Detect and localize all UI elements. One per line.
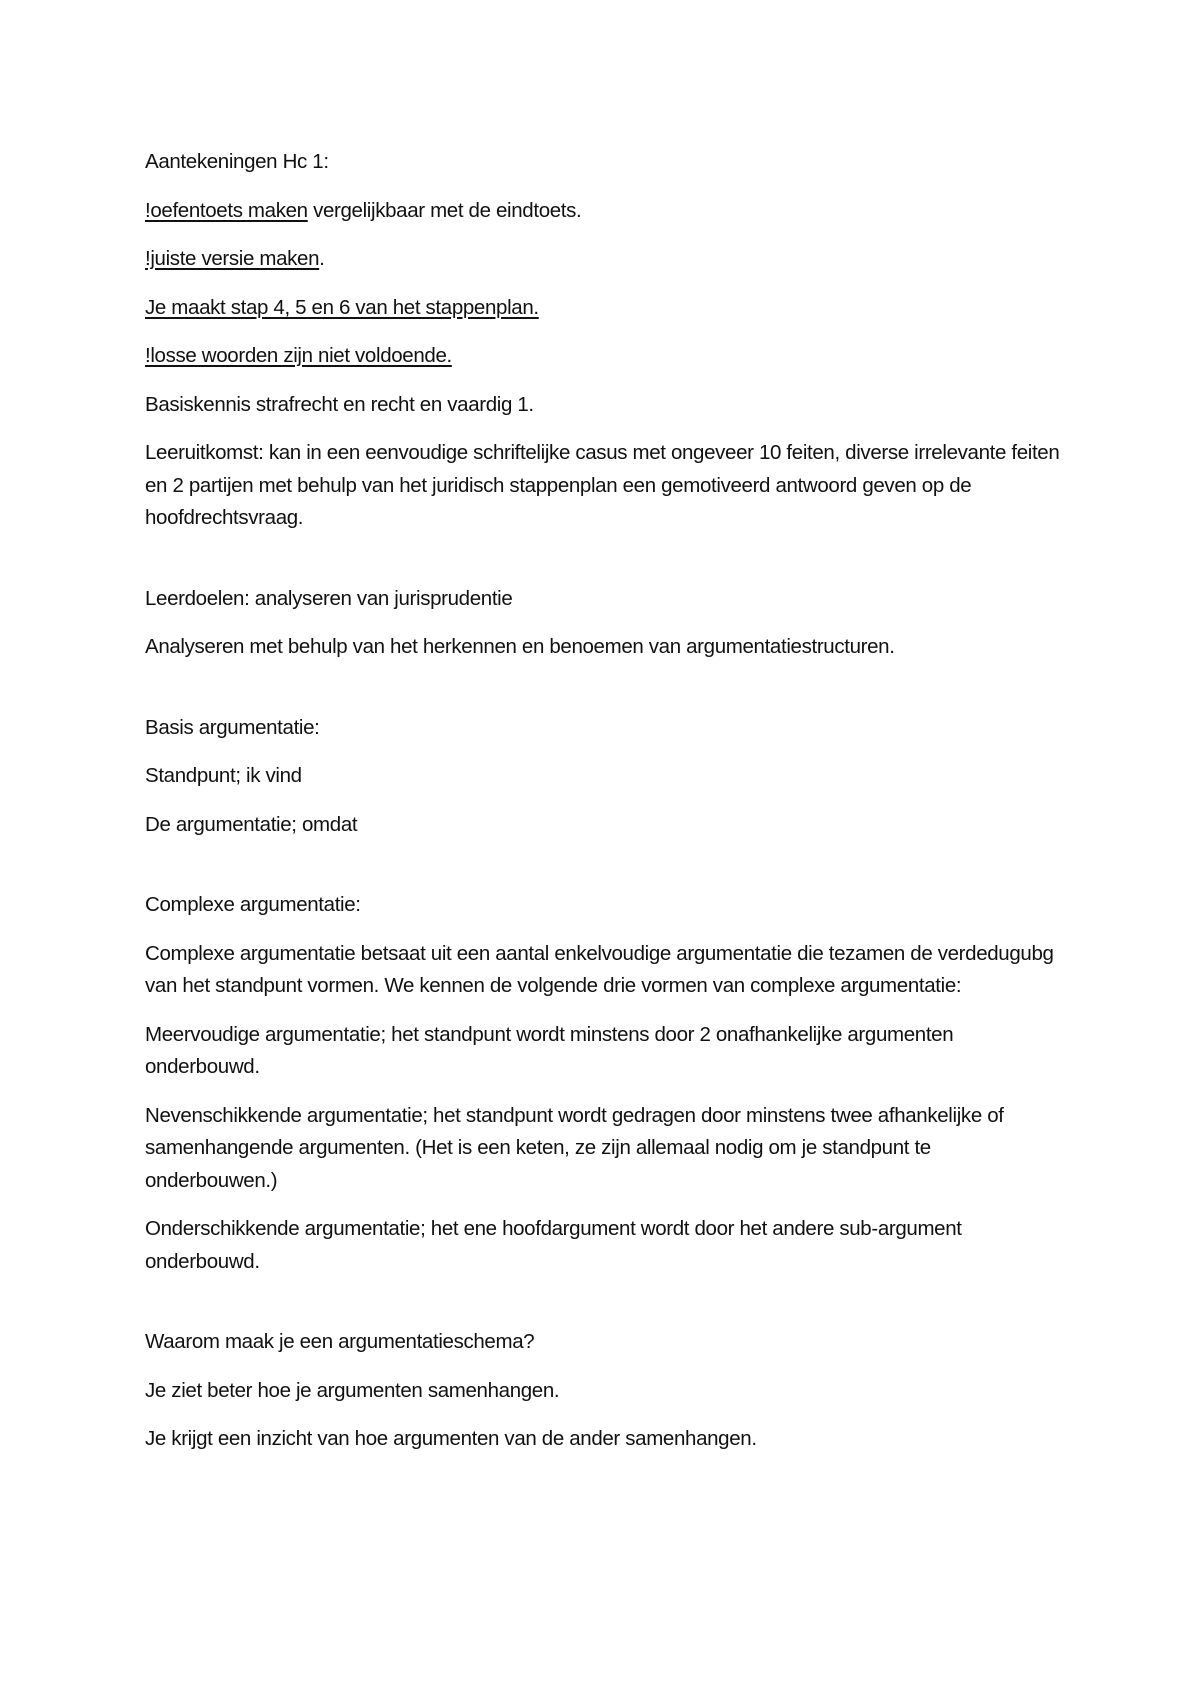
- standpunt-line: Standpunt; ik vind: [145, 764, 302, 787]
- note-oefentoets-underlined: !oefentoets maken: [145, 198, 308, 222]
- waarom-heading: Waarom maak je een argumentatieschema?: [145, 1330, 535, 1353]
- note-oefentoets-rest: vergelijkbaar met de eindtoets.: [307, 198, 582, 222]
- nevenschikkende-argumentatie: Nevenschikkende argumentatie; het standpunt wordt gedragen door minstens twee afhankelijke of samenhangende argumenten. (Het is een keten, ze zijn allemaal nodig om je standpunt te onderbouwen.): [145, 1103, 1004, 1192]
- leerdoelen-line: Leerdoelen: analyseren van jurisprudentie: [145, 586, 513, 610]
- note-juiste-versie: [145, 243, 1065, 276]
- note-juiste-versie-rest: .: [319, 247, 325, 270]
- complexe-argumentatie-intro: Complexe argumentatie betsaat uit een aantal enkelvoudige argumentatie die tezamen de verdedugubg van het standpunt vormen. We kennen de volgende drie vormen van complexe argumentatie:: [145, 941, 1054, 997]
- document-body: [145, 146, 1065, 1472]
- waarom-reason-2: Je krijgt een inzicht van hoe argumenten van de ander samenhangen.: [145, 1427, 757, 1450]
- complexe-argumentatie-heading: Complexe argumentatie:: [145, 893, 361, 916]
- leeruitkomst-paragraph: Leeruitkomst: kan in een eenvoudige schriftelijke casus met ongeveer 10 feiten, diverse irrelevante feiten en 2 partijen met behulp van het juridisch stappenplan een gemotiveerd antwoord geven op de hoofdrechtsvraag.: [145, 441, 1060, 529]
- meervoudige-argumentatie: Meervoudige argumentatie; het standpunt wordt minstens door 2 onafhankelijke argumenten onderbouwd.: [145, 1022, 954, 1078]
- waarom-reason-1: Je ziet beter hoe je argumenten samenhangen.: [145, 1378, 560, 1402]
- document-title: Aantekeningen Hc 1:: [145, 150, 329, 173]
- note-stappenplan: [145, 292, 1065, 325]
- note-juiste-versie-underlined: !juiste versie maken: [145, 247, 320, 270]
- onderschikkende-argumentatie: Onderschikkende argumentatie; het ene hoofdargument wordt door het andere sub-argument onderbouwd.: [145, 1217, 962, 1273]
- basis-argumentatie-heading: Basis argumentatie:: [145, 715, 320, 739]
- analyseren-line: Analyseren met behulp van het herkennen en benoemen van argumentatiestructuren.: [145, 635, 895, 658]
- note-losse-woorden: [145, 340, 1065, 373]
- note-oefentoets: [145, 195, 1065, 228]
- argumentatie-line: De argumentatie; omdat: [145, 812, 358, 836]
- note-stappenplan-text: Je maakt stap 4, 5 en 6 van het stappenplan.: [145, 295, 539, 319]
- note-losse-woorden-text: !losse woorden zijn niet voldoende.: [145, 344, 452, 367]
- basiskennis-line: Basiskennis strafrecht en recht en vaardig 1.: [145, 392, 534, 416]
